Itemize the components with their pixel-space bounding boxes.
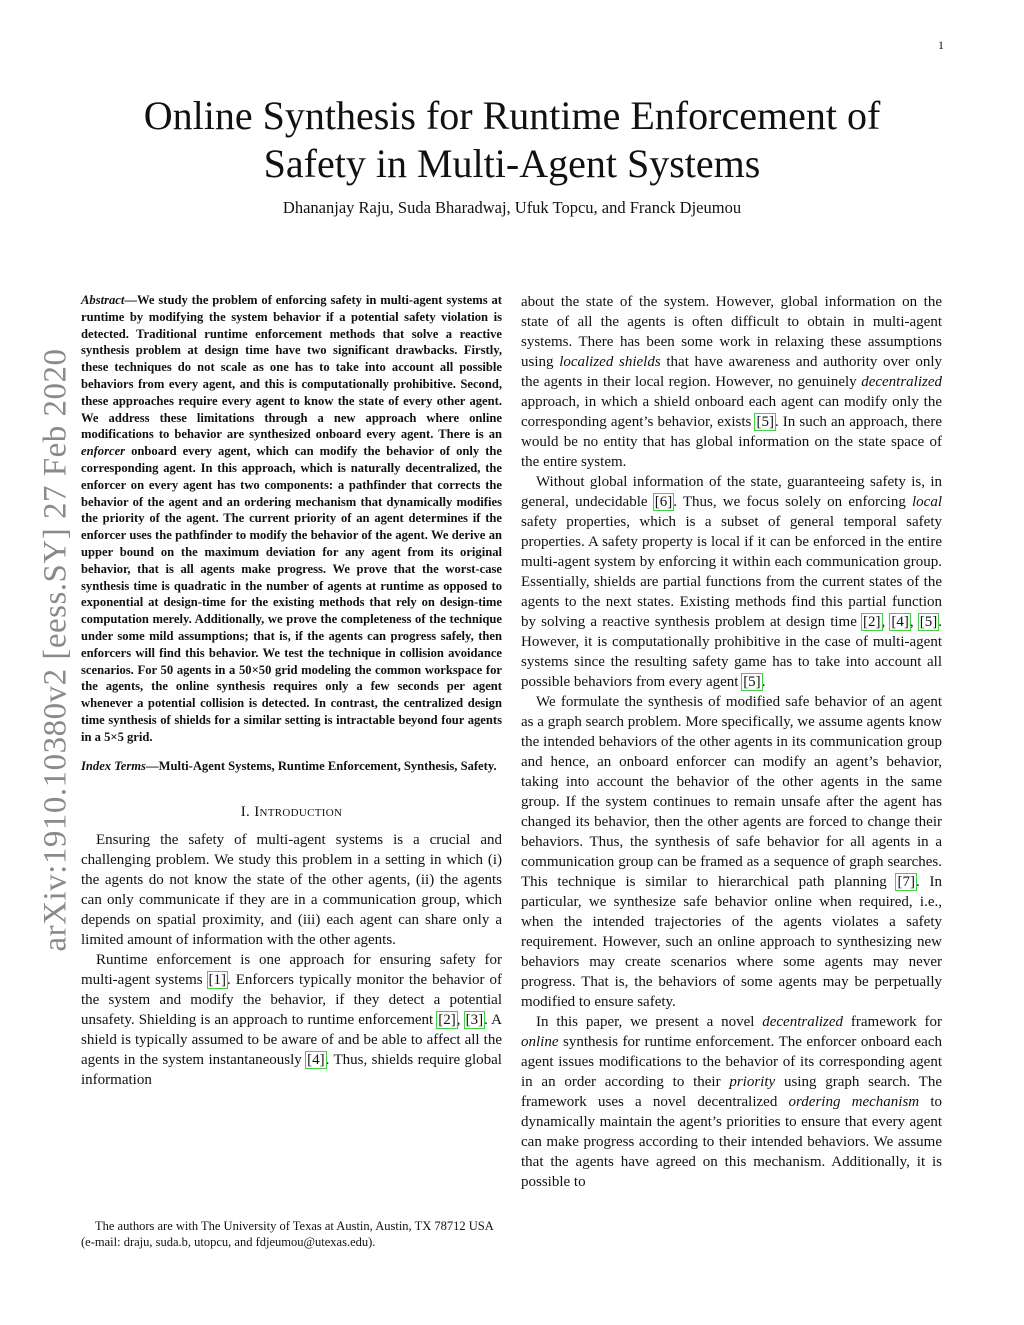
section-heading-introduction <box>81 802 502 822</box>
citation-link[interactable]: [7] <box>897 874 915 890</box>
citation-link[interactable]: [5] <box>756 414 774 430</box>
intro-paragraph-2 <box>81 950 502 1090</box>
text-run: . Enforcers typically monitor the behavior of the system and modify the behavior, if they detect a potential unsafety. Shielding is an approach to runtime enforcement <box>81 972 502 1029</box>
index-terms <box>81 758 502 775</box>
text-run: . In particular, we synthesize safe behavior online when required, i.e., when the intended trajectories of the agents violates a safety requirement. However, such an online approach to synthesizing new behaviors may create scenarios where some agents may never progress. That is, the behaviors of some agents may be perpetually modified to ensure safety. <box>521 874 942 1010</box>
citation-link[interactable]: [5] <box>743 674 761 690</box>
arxiv-watermark: arXiv:1910.10380v2 [eess.SY] 27 Feb 2020 <box>37 348 74 952</box>
abstract-label: Abstract <box>81 293 125 307</box>
right-column <box>521 292 942 1192</box>
emphasis-text: local <box>912 494 942 510</box>
emphasis-text: ordering mechanism <box>788 1094 920 1110</box>
right-paragraph-1 <box>521 292 942 472</box>
title-line-2: Safety in Multi-Agent Systems <box>263 141 761 186</box>
right-paragraph-2 <box>521 472 942 692</box>
page-number: 1 <box>938 38 944 52</box>
text-run: approach, in which a shield onboard each agent can modify only the corresponding agent’s behavior, exists <box>521 394 942 430</box>
author-list: Dhananjay Raju, Suda Bharadwaj, Ufuk Topcu, and Franck Djeumou <box>282 198 742 217</box>
author-affiliation-footnote: The authors are with The University of Texas at Austin, Austin, TX 78712 USA (e-mail: draju, suda.b, utopcu, and fdjeumou@utexas.edu). <box>81 1219 494 1249</box>
section-number: I. <box>240 804 251 821</box>
citation-link[interactable]: [1] <box>208 972 227 989</box>
text-run: using graph search. The framework uses a novel decentralized <box>521 1074 943 1110</box>
text-run: . <box>761 674 766 690</box>
citation-link[interactable]: [6] <box>654 494 673 510</box>
text-run: . Thus, we focus solely on enforcing <box>673 494 912 510</box>
text-run: . In such an approach, there would be no entity that has global information on the state space of the entire system. <box>521 414 942 470</box>
abstract-emphasis-enforcer: enforcer <box>81 444 126 459</box>
emphasis-text: decentralized <box>762 1014 844 1030</box>
text-run: safety properties, which is a subset of general temporal safety properties. A safety property is local if it can be enforced in the entire multi-agent system by enforcing it within each communication group. Essentially, shields are partial functions from the current states of the agents to the next states. Existing methods find this partial function by solving a reactive synthesis problem at design time <box>521 514 942 630</box>
citation-link[interactable]: [3] <box>465 1012 484 1029</box>
index-terms-text: —Multi-Agent Systems, Runtime Enforcement, Synthesis, Safety. <box>145 758 497 773</box>
text-run: Runtime enforcement is one approach for ensuring safety for multi-agent systems <box>81 952 502 989</box>
emphasis-text: localized shields <box>559 354 661 370</box>
citation-link[interactable]: [4] <box>891 614 909 630</box>
text-run: . Thus, shields require global information <box>81 1052 502 1089</box>
section-title: Introduction <box>254 804 343 821</box>
right-paragraph-4 <box>521 1012 942 1192</box>
citation-link[interactable]: [5] <box>919 614 938 630</box>
text-run: synthesis for runtime enforcement. The enforcer onboard each agent issues modifications to the behavior of its corresponding agent in an order according to their <box>521 1034 942 1090</box>
text-run: , <box>456 1012 465 1029</box>
title-line-1: Online Synthesis for Runtime Enforcement of <box>143 93 881 138</box>
citation-link[interactable]: [2] <box>438 1012 456 1029</box>
text-run: , <box>881 614 891 630</box>
text-run: Without global information of the state, guaranteeing safety is, in general, undecidable <box>521 474 942 510</box>
abstract-text-1: —We study the problem of enforcing safety in multi-agent systems at runtime by modifying the system behavior if a potential safety violation is detected. Traditional runtime enforcement methods that solve a reactive synthesis problem at design time have two significant drawbacks. Firstly, these techniques do not scale as one has to take into account all possible behaviors from every agent, and this is computationally prohibitive. Second, these approaches require every agent to know the state of every other agent. We address these limitations through a new approach where online modifications to behavior are synthesized onboard every agent. There is an <box>81 293 502 442</box>
text-run: . However, it is computationally prohibitive in the case of multi-agent systems since the resulting safety game has to take into account all possible behaviors from every agent <box>521 614 943 690</box>
intro-paragraph-1: Ensuring the safety of multi-agent systems is a crucial and challenging problem. We study this problem in a setting in which (i) the agents do not know the state of the other agents, (ii) the agents can only communicate if they are in a communication group, which depends on spatial proximity, and (iii) each agent can share only a limited amount of information with the other agents. <box>81 832 502 949</box>
text-run: about the state of the system. However, global information on the state of all the agents is often difficult to obtain in multi-agent systems. There has been some work in relaxing these assumptions using <box>521 294 942 370</box>
emphasis-text: decentralized <box>861 374 942 390</box>
paper-title <box>0 92 1024 188</box>
left-column <box>81 292 502 1090</box>
text-run: . A shield is typically assumed to be aware of and be able to affect all the agents in the system instantaneously <box>81 1012 502 1069</box>
abstract <box>81 292 502 746</box>
index-terms-label: Index Terms <box>81 758 146 773</box>
citation-link[interactable]: [4] <box>307 1052 325 1069</box>
emphasis-text: priority <box>729 1074 776 1090</box>
emphasis-text: online <box>521 1034 559 1050</box>
right-paragraph-3 <box>521 692 942 1012</box>
text-run: , <box>909 614 919 630</box>
text-run: We formulate the synthesis of modified safe behavior of an agent as a graph search problem. More specifically, we assume agents know the intended behaviors of the other agents in its communication group and hence, an onboard enforcer can modify an agent’s behavior, taking into account the behavior of the other agents in the same group. If the system continues to remain unsafe after the agent has changed its behavior, then the other agents are forced to change their behaviors. Thus, the synthesis of safe behavior for all agents in a communication group can be framed as a sequence of graph searches. This technique is similar to hierarchical path planning <box>521 694 942 890</box>
text-run: In this paper, we present a novel <box>536 1014 763 1030</box>
abstract-text-2: onboard every agent, which can modify the behavior of only the corresponding agent. In this approach, which is naturally decentralized, the enforcer on every agent has two components: a pathfinder that corrects the behavior of the agent and an ordering mechanism that dynamically modifies the priority of the agent. The current priority of an agent determines if the enforcer uses the pathfinder to modify the behavior of the agent. We derive an upper bound on the maximum deviation for any agent from its original behavior, that is all agents make progress. We prove that the worst-case synthesis time is quadratic in the number of agents at runtime as opposed to exponential at design-time for the existing methods that rely on design-time computation merely. Additionally, we prove the completeness of the technique under some mild assumptions; that is, if the agents can progress safely, then enforcers will find this behavior. We test the technique in collision avoidance scenarios. For 50 agents in a 50×50 grid modeling the common workspace for the agents, the online synthesis requires only a few seconds per agent whenever a potential collision is detected. In contrast, the centralized design time synthesis of shields for a similar setting is intractable beyond four agents in a 5×5 grid. <box>81 444 502 744</box>
text-run: framework for <box>843 1014 942 1030</box>
text-run: that have awareness and authority over only the agents in their local region. However, no genuinely <box>521 354 942 390</box>
text-run: to dynamically maintain the agent’s priorities to ensure that every agent can make progress according to their intended behaviors. We assume that the agents have agreed on this mechanism. Additionally, it is possible to <box>521 1094 942 1190</box>
citation-link[interactable]: [2] <box>863 614 881 630</box>
